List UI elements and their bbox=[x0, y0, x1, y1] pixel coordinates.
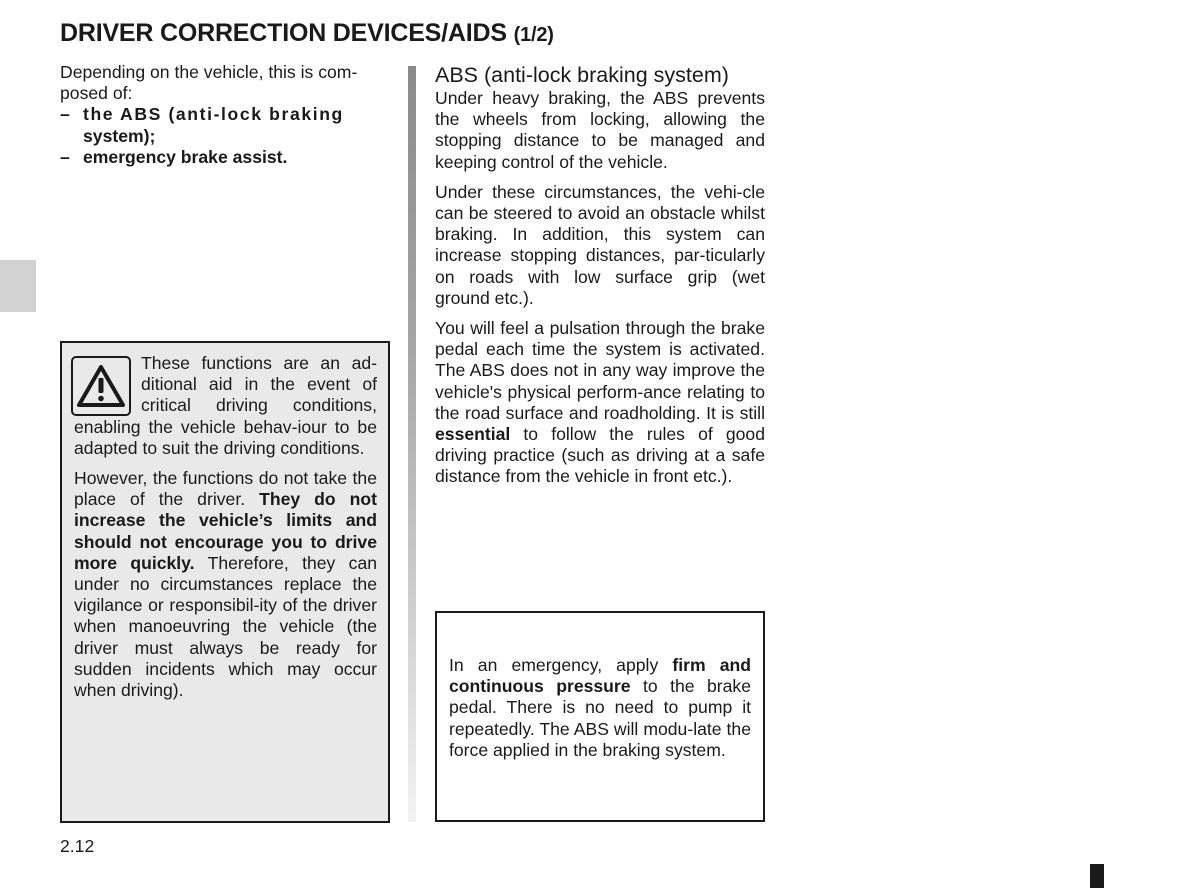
list-dash: – bbox=[60, 146, 70, 167]
page-title-part: (1/2) bbox=[513, 24, 554, 46]
abs-paragraph bbox=[435, 318, 765, 488]
column-divider-bar bbox=[408, 66, 416, 822]
warning-emphasis: They do not increase the vehicle’s limits and should not encourage you to drive more quickly. bbox=[74, 489, 377, 573]
intro-text-line-2: posed of: bbox=[60, 83, 133, 104]
note-body bbox=[449, 655, 751, 761]
abs-text: to follow the rules of good driving practice (such as driving at a safe distance from the vehicle in front etc.). bbox=[435, 424, 766, 487]
device-list-item-line-1: the ABS (anti-lock braking bbox=[83, 104, 344, 125]
warning-text: Therefore, they can under no circumstances replace the vigilance or responsibil-ity of the driver when manoeuvring the vehicle (the driver must always be ready for sudden incidents which may occur when driving). bbox=[74, 552, 378, 701]
list-dash: – bbox=[60, 104, 70, 125]
device-list-item-label: emergency brake assist. bbox=[83, 146, 288, 167]
abs-paragraph: Under these circumstances, the vehi-cle can be steered to avoid an obstacle whilst braking. In addition, this system can increase stopping distances, par-ticularly on roads with low surface grip (wet ground etc.). bbox=[435, 181, 765, 308]
warning-triangle-icon bbox=[71, 356, 131, 416]
warning-box bbox=[60, 341, 390, 823]
intro-text-line-1: Depending on the vehicle, this is com- bbox=[60, 62, 358, 82]
abs-section bbox=[435, 63, 765, 497]
note-emphasis: firm and continuous pressure bbox=[449, 655, 752, 697]
abs-text: You will feel a pulsation through the brake pedal each time the system is activated. The ABS does not in any way improve the vehicle's physical perform-ance relating to the road surface and roadholding. It is still bbox=[435, 318, 765, 423]
page-number: 2.12 bbox=[60, 836, 95, 856]
abs-emphasis: essential bbox=[435, 424, 511, 445]
note-paragraph bbox=[449, 655, 751, 761]
emergency-note-box bbox=[435, 611, 765, 822]
abs-paragraph: Under heavy braking, the ABS prevents the wheels from locking, allowing the stopping distance to be managed and keeping control of the vehicle. bbox=[435, 88, 765, 172]
note-text: In an emergency, apply bbox=[449, 655, 659, 675]
abs-section-title: ABS (anti-lock braking system) bbox=[435, 63, 729, 87]
intro-section bbox=[60, 62, 391, 168]
device-list-item bbox=[60, 104, 391, 146]
warning-body bbox=[74, 353, 377, 710]
corner-page-mark bbox=[1090, 864, 1104, 888]
warning-text: However, the functions do not take the place of the driver. bbox=[74, 468, 377, 510]
warning-paragraph: These functions are an ad-ditional aid in the event of critical driving conditions, enabling the vehicle behav-iour to be adapted to suit the driving conditions. bbox=[74, 353, 377, 458]
device-list-item bbox=[60, 147, 391, 168]
intro-text bbox=[60, 62, 391, 104]
device-list bbox=[60, 104, 391, 168]
warning-paragraph bbox=[74, 468, 377, 701]
device-list-item-line-2: system); bbox=[83, 125, 156, 146]
page-title bbox=[60, 19, 554, 48]
chapter-side-tab bbox=[0, 260, 36, 312]
page-title-text: DRIVER CORRECTION DEVICES/AIDS bbox=[60, 19, 507, 47]
note-text: to the brake pedal. There is no need to pump it repeatedly. The ABS will modu-late the force applied in the braking system. bbox=[449, 676, 752, 760]
